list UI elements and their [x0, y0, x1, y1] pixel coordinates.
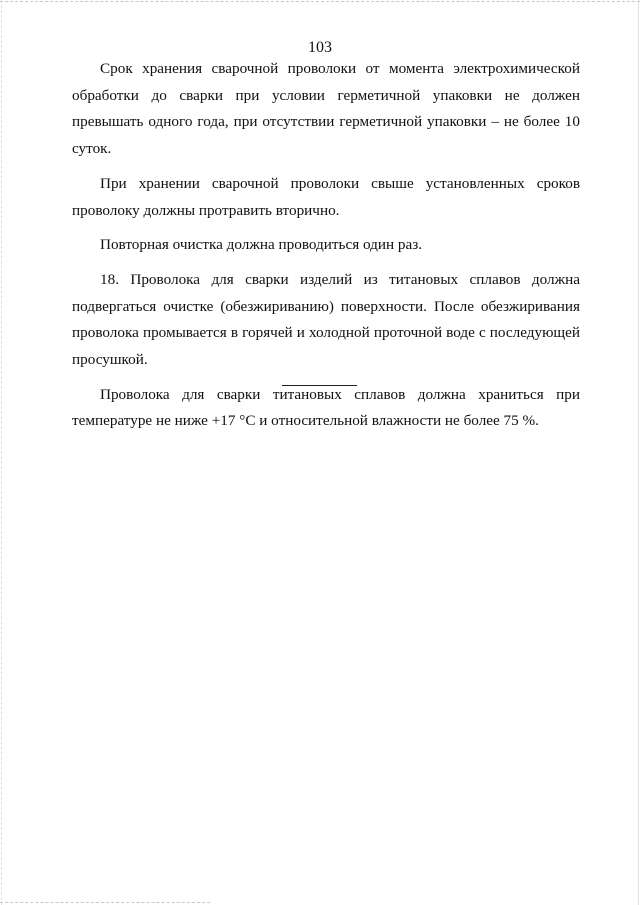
scan-edge-right: [638, 0, 639, 905]
paragraph-re-etching: При хранении сварочной проволоки свыше установленных сроков проволоку должны протравить вторично.: [72, 174, 580, 219]
page-number: 103: [308, 39, 332, 56]
scan-edge-top: [0, 1, 640, 2]
paragraph-item-18: 18. Проволока для сварки изделий из титановых сплавов должна подвергаться очистке (обезжириванию) поверхности. После обезжиривания проволока промывается в горячей и холодной проточной воде с последующей просушкой.: [72, 270, 580, 369]
paragraph-repeat-cleaning: Повторная очистка должна проводиться один раз.: [100, 236, 423, 254]
scan-edge-left: [1, 0, 2, 905]
closing-divider: [282, 385, 357, 386]
scan-edge-bottom: [0, 902, 210, 903]
paragraph-storage-period: Срок хранения сварочной проволоки от момента электрохимической обработки до сварки при условии герметичной упаковки не должен превышать одного года, при отсутствии герметичной упаковки – не более 10 суток.: [72, 60, 580, 158]
paragraph-storage-conditions: Проволока для сварки титановых сплавов должна храниться при температуре не ниже +17 °С и относительной влажности не более 75 %.: [72, 385, 580, 430]
